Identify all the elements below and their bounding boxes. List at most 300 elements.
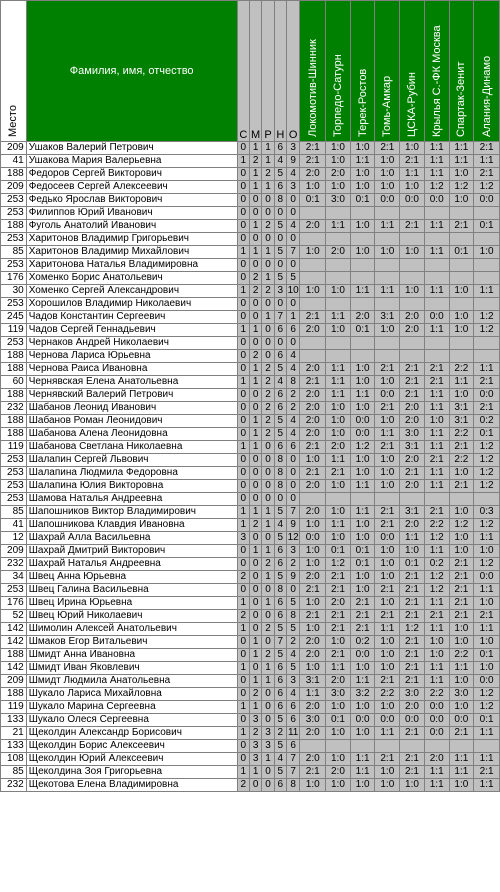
stat-cell: 7	[274, 636, 286, 649]
stat-cell: 2	[287, 558, 300, 571]
stat-cell: 5	[274, 714, 286, 727]
stat-cell: 0	[262, 337, 274, 350]
stat-cell: 2	[249, 285, 261, 298]
stat-cell: 6	[274, 597, 286, 610]
score-cell: 1:0	[350, 168, 375, 181]
stat-cell: 2	[262, 168, 274, 181]
place-cell: 119	[1, 701, 27, 714]
stat-cell: 2	[249, 519, 261, 532]
score-cell: 1:0	[424, 636, 449, 649]
score-cell: 2:0	[300, 727, 326, 740]
score-cell: 1:0	[350, 181, 375, 194]
score-cell: 0:3	[474, 506, 500, 519]
score-cell	[300, 207, 326, 220]
score-cell: 0:0	[424, 701, 449, 714]
table-row	[1, 636, 500, 649]
score-cell: 2:1	[474, 402, 500, 415]
score-cell	[300, 259, 326, 272]
header-team	[350, 1, 375, 142]
stat-cell: 5	[274, 649, 286, 662]
score-cell	[474, 740, 500, 753]
stat-cell: 2	[262, 428, 274, 441]
stat-cell: 6	[287, 441, 300, 454]
score-cell: 1:0	[449, 636, 474, 649]
place-cell: 176	[1, 597, 27, 610]
name-cell: Чернова Лариса Юрьевна	[26, 350, 237, 363]
score-cell: 2:0	[424, 753, 449, 766]
stat-cell: 0	[249, 623, 261, 636]
score-cell: 1:0	[375, 467, 400, 480]
stat-cell: 10	[287, 285, 299, 296]
name-cell: Федоров Сергей Викторович	[26, 168, 237, 181]
score-cell: 3:0	[300, 714, 326, 727]
score-cell: 1:0	[449, 467, 474, 480]
team-label: Спартак-Зенит	[455, 61, 468, 137]
name-cell: Шукало Лариса Михайловна	[26, 688, 237, 701]
score-cell	[375, 350, 400, 363]
score-cell: 0:0	[474, 571, 500, 584]
name-cell: Шахрай Наталья Андреевна	[26, 558, 237, 571]
team-label: Томь-Амкар	[381, 75, 394, 137]
score-cell: 2:1	[424, 454, 449, 467]
stat-cell: 0	[249, 402, 261, 415]
place-cell: 60	[1, 376, 27, 389]
score-cell: 0:0	[449, 714, 474, 727]
score-cell: 1:0	[449, 324, 474, 337]
team-label: ЦСКА-Рубин	[406, 72, 418, 137]
stat-cell: 0	[287, 233, 300, 246]
stat-cell: 6	[274, 441, 286, 454]
stat-cell: 0	[249, 597, 261, 610]
stat-cell: 1	[249, 142, 261, 155]
score-cell: 1:0	[400, 545, 425, 558]
score-cell: 1:0	[400, 285, 425, 298]
score-cell: 0:1	[350, 558, 375, 571]
stat-cell: 7	[287, 246, 300, 259]
score-cell: 0:0	[474, 389, 500, 402]
stat-cell: 1	[249, 220, 261, 233]
stat-cell: 2	[262, 558, 274, 571]
header-team	[449, 1, 474, 142]
table-body	[1, 142, 500, 792]
score-cell: 1:2	[424, 181, 449, 194]
score-cell: 1:0	[326, 285, 351, 298]
stat-cell: 6	[274, 350, 286, 363]
score-cell: 2:0	[300, 415, 326, 428]
score-cell: 2:1	[350, 610, 375, 623]
table-row	[1, 311, 500, 324]
stat-cell: 1	[262, 662, 274, 675]
stat-cell: 0	[274, 337, 286, 350]
name-cell: Щекотова Елена Владимировна	[26, 779, 237, 792]
score-cell	[400, 272, 425, 285]
table-row	[1, 688, 500, 701]
stat-cell: 0	[237, 428, 249, 441]
score-cell: 2:1	[300, 441, 326, 454]
stat-cell: 0	[249, 571, 261, 584]
score-cell	[424, 207, 449, 220]
stat-cell: 0	[262, 324, 274, 337]
table-row	[1, 545, 500, 558]
stat-cell: 2	[237, 779, 249, 792]
name-cell: Швец Юрий Николаевич	[26, 610, 237, 623]
name-cell: Щеколдина Зоя Григорьевна	[26, 766, 237, 779]
score-cell: 0:2	[474, 415, 500, 428]
team-label: Терек-Ростов	[356, 68, 369, 137]
score-cell: 1:1	[424, 402, 449, 415]
stat-cell: 1	[237, 662, 249, 675]
score-cell	[474, 493, 500, 506]
table-row	[1, 155, 500, 168]
stat-cell: 1	[237, 285, 249, 298]
score-cell: 1:1	[424, 662, 449, 675]
header-place-label: Место	[7, 105, 20, 137]
score-cell: 2:1	[375, 402, 400, 415]
stat-cell: 2	[287, 636, 300, 649]
score-cell: 1:0	[350, 532, 375, 545]
stat-cell: 9	[287, 519, 300, 532]
stat-cell: 0	[237, 454, 249, 467]
place-cell: 188	[1, 688, 27, 701]
score-cell: 1:1	[326, 662, 351, 675]
score-cell: 2:0	[300, 571, 326, 584]
name-cell: Филиппов Юрий Иванович	[26, 207, 237, 220]
table-row	[1, 766, 500, 779]
score-cell	[400, 493, 425, 506]
stat-cell: 0	[262, 259, 274, 272]
score-cell	[350, 493, 375, 506]
place-cell: 209	[1, 181, 27, 194]
score-cell: 3:0	[326, 688, 351, 701]
score-cell: 1:0	[350, 220, 375, 233]
stat-cell: 0	[237, 298, 249, 311]
stat-cell: 1	[237, 597, 249, 610]
stat-cell: 0	[237, 233, 249, 246]
stat-cell: 1	[249, 701, 261, 714]
table-row	[1, 220, 500, 233]
score-cell: 2:0	[326, 675, 351, 688]
score-cell: 2:1	[474, 142, 500, 155]
stat-cell: 11	[287, 727, 299, 738]
table-row	[1, 623, 500, 636]
name-cell: Шалапина Юлия Викторовна	[26, 480, 237, 493]
stat-cell: 6	[274, 675, 286, 688]
name-cell: Хоменко Борис Анатольевич	[26, 272, 237, 285]
place-cell: 209	[1, 142, 27, 155]
name-cell: Швец Ирина Юрьевна	[26, 597, 237, 610]
table-row	[1, 701, 500, 714]
stat-cell: 6	[274, 610, 286, 623]
score-cell	[449, 740, 474, 753]
score-cell: 2:1	[449, 558, 474, 571]
score-cell: 1:2	[326, 558, 351, 571]
score-cell: 1:2	[424, 584, 449, 597]
header-stat-n: Н	[274, 1, 286, 142]
stat-cell: 0	[237, 740, 249, 753]
score-cell: 2:1	[400, 636, 425, 649]
score-cell: 2:0	[300, 480, 326, 493]
stat-cell: 0	[249, 233, 261, 246]
stat-cell: 0	[249, 311, 261, 324]
name-cell: Шалапина Людмила Федоровна	[26, 467, 237, 480]
score-cell: 1:0	[350, 519, 375, 532]
place-cell: 34	[1, 571, 27, 584]
stat-cell: 1	[237, 766, 249, 779]
header-team	[400, 1, 425, 142]
stat-cell: 1	[249, 649, 261, 662]
stat-cell: 1	[249, 675, 261, 688]
score-cell: 2:1	[449, 480, 474, 493]
table-header	[1, 1, 500, 142]
stat-cell: 0	[249, 389, 261, 402]
score-cell: 0:0	[474, 194, 500, 207]
stat-cell: 1	[249, 506, 261, 519]
stat-cell: 4	[287, 428, 300, 441]
score-cell	[350, 207, 375, 220]
stat-cell: 2	[249, 688, 261, 701]
score-cell: 2:0	[300, 324, 326, 337]
place-cell: 85	[1, 766, 27, 779]
place-cell: 108	[1, 753, 27, 766]
score-cell: 0:1	[474, 649, 500, 662]
place-cell: 188	[1, 168, 27, 181]
stat-cell: 0	[262, 493, 274, 506]
score-cell	[474, 207, 500, 220]
score-cell: 1:1	[424, 389, 449, 402]
score-cell: 2:1	[400, 597, 425, 610]
stat-cell: 0	[262, 688, 274, 701]
score-cell: 1:0	[326, 701, 351, 714]
score-cell	[326, 740, 351, 753]
score-cell: 1:0	[350, 584, 375, 597]
score-cell: 2:1	[400, 220, 425, 233]
score-cell: 1:1	[449, 662, 474, 675]
score-cell: 1:1	[326, 519, 351, 532]
table-row	[1, 181, 500, 194]
stat-cell: 0	[249, 467, 261, 480]
stat-cell: 0	[262, 714, 274, 727]
stat-cell: 1	[262, 272, 274, 285]
score-cell: 0:1	[326, 714, 351, 727]
stat-cell: 6	[274, 142, 286, 155]
table-row	[1, 571, 500, 584]
stat-cell: 1	[262, 311, 274, 324]
score-cell	[300, 233, 326, 246]
stat-cell: 2	[262, 376, 274, 389]
stat-cell: 0	[262, 233, 274, 246]
score-cell: 1:1	[474, 623, 500, 636]
score-cell: 1:1	[326, 454, 351, 467]
score-cell: 1:2	[474, 324, 500, 337]
score-cell: 2:1	[350, 623, 375, 636]
score-cell	[424, 350, 449, 363]
score-cell: 2:0	[326, 168, 351, 181]
score-cell: 2:1	[375, 142, 400, 155]
score-cell: 2:1	[400, 662, 425, 675]
stat-cell: 0	[237, 220, 249, 233]
score-cell: 2:0	[326, 597, 351, 610]
score-cell: 2:1	[400, 753, 425, 766]
score-cell	[400, 207, 425, 220]
name-cell: Чернявский Валерий Петрович	[26, 389, 237, 402]
score-cell: 1:0	[326, 753, 351, 766]
score-cell: 1:0	[400, 142, 425, 155]
header-team	[300, 1, 326, 142]
score-cell: 1:2	[474, 467, 500, 480]
stat-cell: 0	[249, 558, 261, 571]
stat-cell: 1	[237, 727, 249, 740]
score-cell	[350, 233, 375, 246]
score-cell: 1:1	[424, 467, 449, 480]
name-cell: Шапошников Виктор Владимирович	[26, 506, 237, 519]
stat-cell: 6	[274, 545, 286, 558]
score-cell	[375, 272, 400, 285]
name-cell: Щеколдин Александр Борисович	[26, 727, 237, 740]
stat-cell: 0	[274, 259, 286, 272]
place-cell: 85	[1, 246, 27, 259]
score-cell: 0:2	[424, 558, 449, 571]
score-cell: 0:0	[400, 714, 425, 727]
score-cell: 2:1	[326, 571, 351, 584]
score-cell	[375, 207, 400, 220]
stat-cell: 0	[237, 753, 249, 766]
score-cell: 2:1	[424, 376, 449, 389]
name-cell: Шамова Наталья Андреевна	[26, 493, 237, 506]
score-cell: 1:0	[375, 181, 400, 194]
table-row	[1, 493, 500, 506]
score-cell: 1:0	[350, 142, 375, 155]
table-row	[1, 207, 500, 220]
score-cell: 1:1	[375, 623, 400, 636]
score-cell: 0:1	[474, 220, 500, 233]
score-cell: 0:1	[449, 246, 474, 259]
score-cell: 1:2	[474, 454, 500, 467]
table-row	[1, 233, 500, 246]
stat-cell: 0	[249, 662, 261, 675]
place-cell: 253	[1, 194, 27, 207]
score-cell: 2:0	[400, 402, 425, 415]
stat-cell: 2	[249, 727, 261, 740]
place-cell: 188	[1, 389, 27, 402]
stat-cell: 5	[274, 168, 286, 181]
score-cell: 2:0	[300, 506, 326, 519]
stat-cell: 6	[274, 688, 286, 701]
stat-cell: 1	[237, 155, 249, 168]
score-cell	[350, 298, 375, 311]
stat-cell: 3	[274, 285, 286, 298]
stat-cell: 6	[274, 662, 286, 675]
place-cell: 119	[1, 324, 27, 337]
score-cell	[375, 259, 400, 272]
name-cell: Щеколдин Юрий Алексеевич	[26, 753, 237, 766]
stat-cell: 1	[262, 675, 274, 688]
score-cell: 1:0	[424, 649, 449, 662]
place-cell: 253	[1, 233, 27, 246]
score-cell: 1:0	[326, 428, 351, 441]
name-cell: Шабанова Алена Леонидовна	[26, 428, 237, 441]
score-cell	[424, 337, 449, 350]
table-row	[1, 259, 500, 272]
stat-cell: 4	[274, 753, 286, 766]
table-row	[1, 532, 500, 545]
score-cell: 2:0	[400, 324, 425, 337]
score-cell: 2:1	[400, 727, 425, 740]
stat-cell: 1	[262, 753, 274, 766]
score-cell: 1:1	[326, 363, 351, 376]
score-cell: 2:1	[400, 584, 425, 597]
score-cell: 1:1	[350, 753, 375, 766]
stat-cell: 2	[249, 272, 261, 285]
score-cell: 2:1	[424, 506, 449, 519]
score-cell: 1:0	[350, 376, 375, 389]
score-cell: 1:0	[300, 623, 326, 636]
score-cell: 1:0	[300, 519, 326, 532]
header-stat-s: С	[237, 1, 249, 142]
score-cell: 1:0	[449, 311, 474, 324]
stat-cell: 4	[274, 376, 286, 389]
score-cell: 1:1	[375, 428, 400, 441]
team-label: Торпедо-Сатурн	[331, 54, 344, 137]
score-cell: 1:0	[350, 779, 375, 792]
score-cell	[474, 272, 500, 285]
score-cell: 1:1	[474, 727, 500, 740]
stat-cell: 5	[274, 428, 286, 441]
stat-cell: 3	[249, 753, 261, 766]
score-cell: 2:1	[400, 675, 425, 688]
place-cell: 41	[1, 519, 27, 532]
stat-cell: 6	[287, 701, 300, 714]
score-cell: 0:0	[424, 311, 449, 324]
place-cell: 253	[1, 454, 27, 467]
stat-cell: 0	[237, 675, 249, 688]
place-cell: 232	[1, 402, 27, 415]
score-cell	[350, 259, 375, 272]
score-cell: 1:0	[300, 181, 326, 194]
name-cell: Чернова Раиса Ивановна	[26, 363, 237, 376]
name-cell: Чернявская Елена Анатольевна	[26, 376, 237, 389]
stat-cell: 5	[287, 662, 300, 675]
stat-cell: 8	[274, 584, 286, 597]
score-cell: 2:1	[449, 727, 474, 740]
score-cell: 1:0	[449, 506, 474, 519]
score-cell: 0:1	[300, 194, 326, 207]
score-cell: 1:0	[449, 623, 474, 636]
score-cell	[424, 272, 449, 285]
score-cell: 1:1	[474, 532, 500, 545]
score-cell: 2:1	[474, 168, 500, 181]
score-cell: 1:2	[474, 181, 500, 194]
table-row	[1, 272, 500, 285]
stat-cell: 2	[262, 285, 274, 298]
score-cell: 1:0	[350, 363, 375, 376]
stat-cell: 0	[287, 337, 300, 350]
name-cell: Швец Анна Юрьевна	[26, 571, 237, 584]
place-cell: 188	[1, 350, 27, 363]
stat-cell: 2	[249, 155, 261, 168]
stat-cell: 0	[274, 298, 286, 311]
score-cell: 1:1	[300, 688, 326, 701]
score-cell: 1:1	[326, 389, 351, 402]
score-cell: 2:1	[449, 571, 474, 584]
score-cell: 2:2	[424, 519, 449, 532]
score-cell: 1:1	[449, 155, 474, 168]
score-cell: 1:1	[424, 220, 449, 233]
name-cell: Швец Галина Васильевна	[26, 584, 237, 597]
score-cell: 1:1	[424, 597, 449, 610]
score-cell: 1:0	[375, 168, 400, 181]
score-cell: 2:1	[400, 389, 425, 402]
stat-cell: 0	[237, 181, 249, 194]
